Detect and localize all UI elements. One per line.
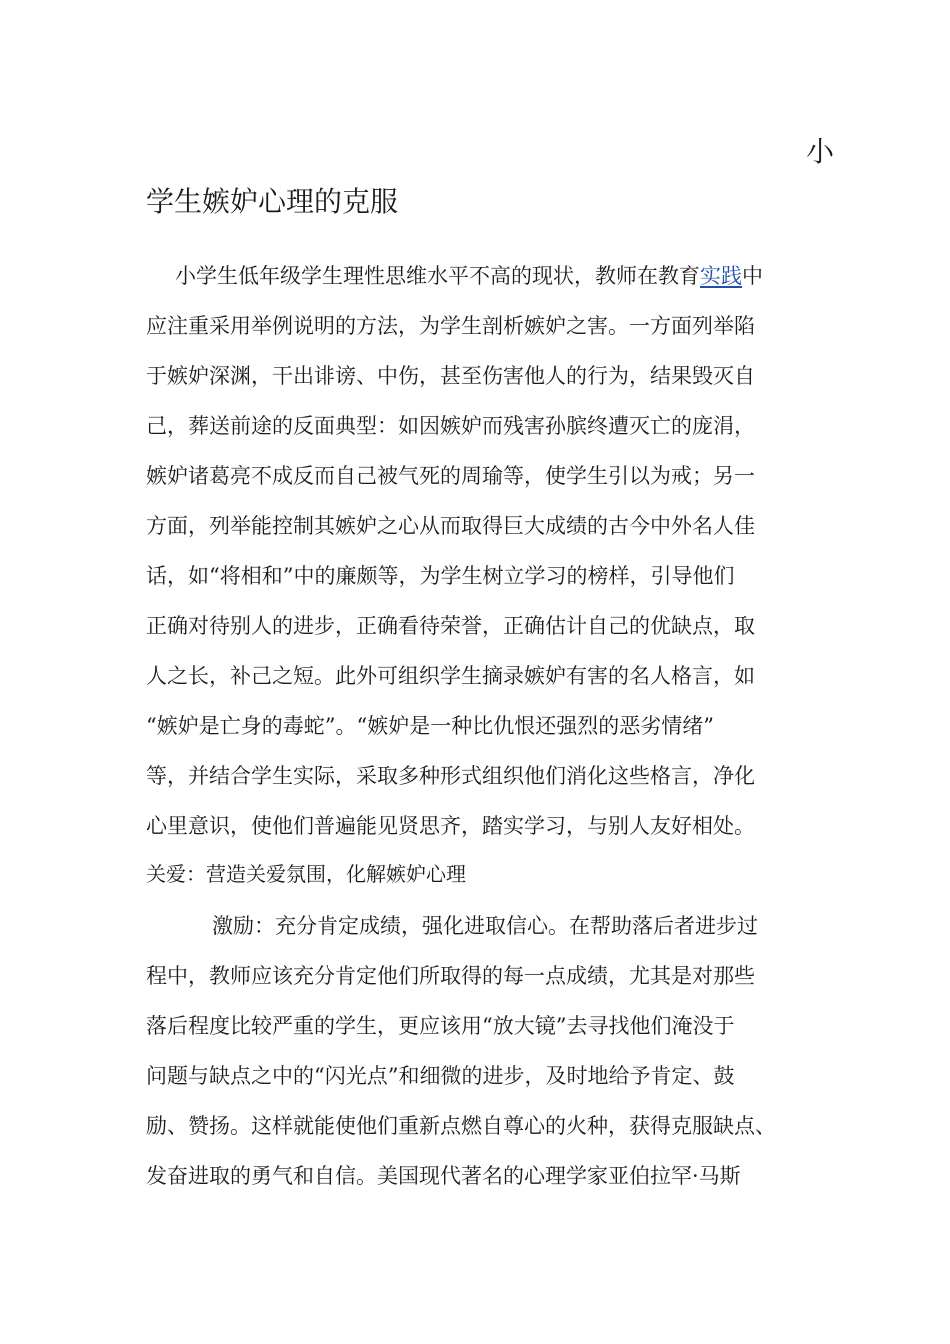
paragraph1-line-12: 心里意识，使他们普遍能见贤思齐，踏实学习，与别人友好相处。 xyxy=(146,814,755,838)
practice-link[interactable]: 实践 xyxy=(700,264,742,288)
paragraph2-line-2: 程中，教师应该充分肯定他们所取得的每一点成绩，尤其是对那些 xyxy=(146,964,755,988)
paragraph1-line-6: 方面，列举能控制其嫉妒之心从而取得巨大成绩的古今中外名人佳 xyxy=(146,514,755,538)
section-heading: 关爱：营造关爱氛围，化解嫉妒心理 xyxy=(146,862,466,886)
paragraph1-line-7: 话，如“将相和”中的廉颇等，为学生树立学习的榜样，引导他们 xyxy=(146,564,735,588)
paragraph1-line-4: 己，葬送前途的反面典型：如因嫉妒而残害孙膑终遭灭亡的庞涓， xyxy=(146,414,755,438)
paragraph2-line-6: 发奋进取的勇气和自信。美国现代著名的心理学家亚伯拉罕·马斯 xyxy=(146,1164,741,1188)
paragraph1-line-8: 正确对待别人的进步，正确看待荣誉，正确估计自己的优缺点，取 xyxy=(146,614,755,638)
paragraph2-line-4: 问题与缺点之中的“闪光点”和细微的进步，及时地给予肯定、鼓 xyxy=(146,1064,735,1088)
paragraph1-line-1 xyxy=(175,261,763,291)
paragraph1-line-9: 人之长，补己之短。此外可组织学生摘录嫉妒有害的名人格言，如 xyxy=(146,664,755,688)
paragraph2-line-3: 落后程度比较严重的学生，更应该用“放大镜”去寻找他们淹没于 xyxy=(146,1014,735,1038)
paragraph1-line-3: 于嫉妒深渊，干出诽谤、中伤，甚至伤害他人的行为，结果毁灭自 xyxy=(146,364,755,388)
paragraph1-line-2: 应注重采用举例说明的方法，为学生剖析嫉妒之害。一方面列举陷 xyxy=(146,314,755,338)
paragraph1-line-10: “嫉妒是亡身的毒蛇”。“嫉妒是一种比仇恨还强烈的恶劣情绪” xyxy=(146,714,714,738)
paragraph1-line-11: 等，并结合学生实际，采取多种形式组织他们消化这些格言，净化 xyxy=(146,764,755,788)
paragraph2-line-5: 励、赞扬。这样就能使他们重新点燃自尊心的火种，获得克服缺点、 xyxy=(146,1114,776,1138)
paragraph1-line-5: 嫉妒诸葛亮不成反而自己被气死的周瑜等，使学生引以为戒；另一 xyxy=(146,464,755,488)
paragraph1-line-1-text: 小学生低年级学生理性思维水平不高的现状，教师在教育 xyxy=(175,264,700,288)
page-title: 学生嫉妒心理的克服 xyxy=(146,185,399,218)
paragraph2-line-1: 激励：充分肯定成绩，强化进取信心。在帮助落后者进步过 xyxy=(212,914,758,938)
title-first-char: 小 xyxy=(806,135,835,168)
paragraph1-line-1-end: 中 xyxy=(742,264,763,288)
